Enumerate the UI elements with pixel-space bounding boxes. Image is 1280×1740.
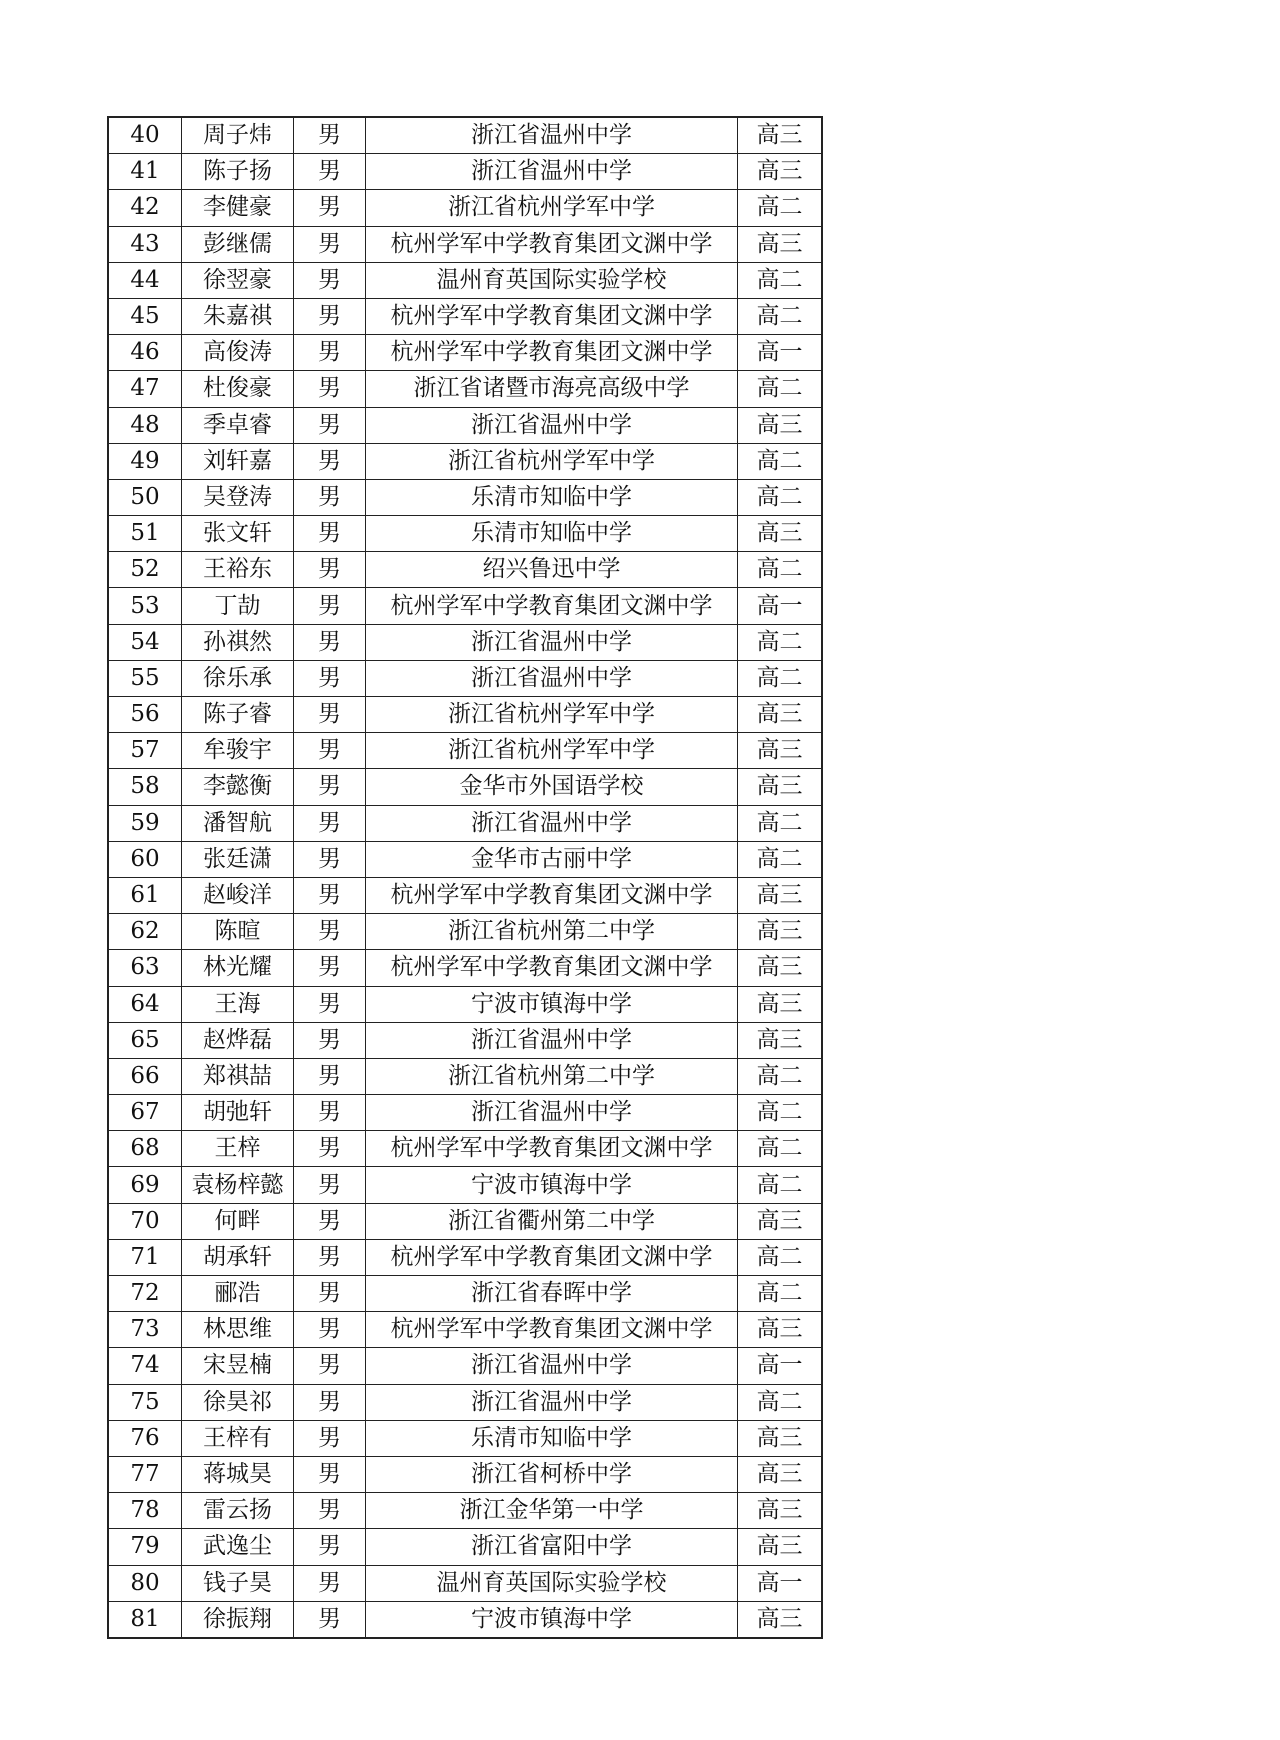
grade-cell: 高三 [738,226,823,262]
school-cell: 杭州学军中学教育集团文渊中学 [366,1239,738,1275]
grade-cell: 高三 [738,914,823,950]
grade-cell: 高三 [738,1601,823,1638]
table-row [108,262,822,298]
gender-cell: 男 [294,1131,366,1167]
grade-cell: 高二 [738,552,823,588]
gender-cell: 男 [294,1493,366,1529]
student-name-cell: 赵峻洋 [182,877,294,913]
school-cell: 浙江省温州中学 [366,117,738,154]
school-cell: 浙江省柯桥中学 [366,1456,738,1492]
table-row [108,841,822,877]
table-row [108,588,822,624]
school-cell: 浙江省杭州学军中学 [366,733,738,769]
grade-cell: 高三 [738,986,823,1022]
school-cell: 宁波市镇海中学 [366,1601,738,1638]
school-cell: 浙江省温州中学 [366,660,738,696]
student-name-cell: 陈子睿 [182,697,294,733]
row-number-cell: 40 [108,117,182,154]
school-cell: 杭州学军中学教育集团文渊中学 [366,950,738,986]
gender-cell: 男 [294,697,366,733]
gender-cell: 男 [294,733,366,769]
student-name-cell: 蒋城昊 [182,1456,294,1492]
gender-cell: 男 [294,1203,366,1239]
student-name-cell: 孙祺然 [182,624,294,660]
row-number-cell: 78 [108,1493,182,1529]
table-row [108,1456,822,1492]
row-number-cell: 50 [108,479,182,515]
grade-cell: 高三 [738,877,823,913]
table-row [108,1312,822,1348]
gender-cell: 男 [294,371,366,407]
school-cell: 浙江省杭州学军中学 [366,190,738,226]
table-row [108,117,822,154]
grade-cell: 高三 [738,516,823,552]
row-number-cell: 55 [108,660,182,696]
gender-cell: 男 [294,262,366,298]
grade-cell: 高二 [738,1384,823,1420]
table-row [108,298,822,334]
gender-cell: 男 [294,552,366,588]
gender-cell: 男 [294,226,366,262]
grade-cell: 高三 [738,154,823,190]
student-name-cell: 胡弛轩 [182,1095,294,1131]
grade-cell: 高二 [738,190,823,226]
school-cell: 杭州学军中学教育集团文渊中学 [366,226,738,262]
gender-cell: 男 [294,154,366,190]
row-number-cell: 54 [108,624,182,660]
row-number-cell: 62 [108,914,182,950]
row-number-cell: 72 [108,1276,182,1312]
student-name-cell: 雷云扬 [182,1493,294,1529]
grade-cell: 高三 [738,1529,823,1565]
student-name-cell: 高俊涛 [182,335,294,371]
school-cell: 杭州学军中学教育集团文渊中学 [366,588,738,624]
student-name-cell: 何畔 [182,1203,294,1239]
gender-cell: 男 [294,624,366,660]
gender-cell: 男 [294,877,366,913]
table-row [108,697,822,733]
roster-table [107,116,823,1639]
school-cell: 乐清市知临中学 [366,516,738,552]
table-row [108,805,822,841]
table-row [108,407,822,443]
gender-cell: 男 [294,516,366,552]
table-row [108,660,822,696]
row-number-cell: 75 [108,1384,182,1420]
gender-cell: 男 [294,660,366,696]
student-name-cell: 郑祺喆 [182,1058,294,1094]
gender-cell: 男 [294,1348,366,1384]
table-row [108,371,822,407]
school-cell: 宁波市镇海中学 [366,1167,738,1203]
table-row [108,769,822,805]
row-number-cell: 44 [108,262,182,298]
grade-cell: 高三 [738,733,823,769]
row-number-cell: 45 [108,298,182,334]
student-name-cell: 潘智航 [182,805,294,841]
grade-cell: 高一 [738,588,823,624]
student-name-cell: 赵烨磊 [182,1022,294,1058]
grade-cell: 高三 [738,950,823,986]
row-number-cell: 41 [108,154,182,190]
school-cell: 浙江省诸暨市海亮高级中学 [366,371,738,407]
school-cell: 浙江省杭州第二中学 [366,914,738,950]
table-row [108,443,822,479]
school-cell: 绍兴鲁迅中学 [366,552,738,588]
school-cell: 温州育英国际实验学校 [366,1565,738,1601]
school-cell: 浙江金华第一中学 [366,1493,738,1529]
school-cell: 金华市古丽中学 [366,841,738,877]
student-name-cell: 王梓有 [182,1420,294,1456]
row-number-cell: 65 [108,1022,182,1058]
student-name-cell: 钱子昊 [182,1565,294,1601]
grade-cell: 高二 [738,805,823,841]
grade-cell: 高三 [738,1203,823,1239]
school-cell: 乐清市知临中学 [366,1420,738,1456]
school-cell: 杭州学军中学教育集团文渊中学 [366,877,738,913]
gender-cell: 男 [294,1095,366,1131]
grade-cell: 高三 [738,1022,823,1058]
grade-cell: 高三 [738,769,823,805]
gender-cell: 男 [294,914,366,950]
school-cell: 宁波市镇海中学 [366,986,738,1022]
school-cell: 杭州学军中学教育集团文渊中学 [366,1131,738,1167]
grade-cell: 高二 [738,371,823,407]
grade-cell: 高一 [738,335,823,371]
gender-cell: 男 [294,479,366,515]
school-cell: 浙江省温州中学 [366,1348,738,1384]
row-number-cell: 43 [108,226,182,262]
student-name-cell: 李健豪 [182,190,294,226]
row-number-cell: 57 [108,733,182,769]
school-cell: 浙江省春晖中学 [366,1276,738,1312]
student-name-cell: 林光耀 [182,950,294,986]
grade-cell: 高二 [738,262,823,298]
table-row [108,1601,822,1638]
student-name-cell: 宋昱楠 [182,1348,294,1384]
gender-cell: 男 [294,298,366,334]
school-cell: 温州育英国际实验学校 [366,262,738,298]
student-name-cell: 王裕东 [182,552,294,588]
row-number-cell: 80 [108,1565,182,1601]
student-name-cell: 陈暄 [182,914,294,950]
student-name-cell: 丁劼 [182,588,294,624]
student-name-cell: 刘轩嘉 [182,443,294,479]
row-number-cell: 71 [108,1239,182,1275]
gender-cell: 男 [294,588,366,624]
grade-cell: 高三 [738,117,823,154]
row-number-cell: 46 [108,335,182,371]
gender-cell: 男 [294,1456,366,1492]
student-name-cell: 彭继儒 [182,226,294,262]
student-name-cell: 朱嘉祺 [182,298,294,334]
student-name-cell: 林思维 [182,1312,294,1348]
row-number-cell: 52 [108,552,182,588]
student-name-cell: 李懿衡 [182,769,294,805]
table-row [108,733,822,769]
student-name-cell: 郦浩 [182,1276,294,1312]
grade-cell: 高三 [738,1420,823,1456]
table-row [108,1493,822,1529]
gender-cell: 男 [294,1239,366,1275]
table-row [108,516,822,552]
school-cell: 浙江省温州中学 [366,805,738,841]
row-number-cell: 68 [108,1131,182,1167]
table-row [108,190,822,226]
student-name-cell: 徐振翔 [182,1601,294,1638]
row-number-cell: 56 [108,697,182,733]
grade-cell: 高二 [738,660,823,696]
gender-cell: 男 [294,841,366,877]
table-row [108,914,822,950]
row-number-cell: 81 [108,1601,182,1638]
school-cell: 浙江省富阳中学 [366,1529,738,1565]
grade-cell: 高一 [738,1565,823,1601]
school-cell: 浙江省温州中学 [366,154,738,190]
row-number-cell: 69 [108,1167,182,1203]
grade-cell: 高二 [738,1239,823,1275]
student-name-cell: 张文轩 [182,516,294,552]
student-name-cell: 袁杨梓懿 [182,1167,294,1203]
school-cell: 浙江省温州中学 [366,407,738,443]
row-number-cell: 70 [108,1203,182,1239]
student-name-cell: 张廷潇 [182,841,294,877]
school-cell: 杭州学军中学教育集团文渊中学 [366,298,738,334]
table-row [108,226,822,262]
school-cell: 浙江省杭州第二中学 [366,1058,738,1094]
gender-cell: 男 [294,1420,366,1456]
gender-cell: 男 [294,1167,366,1203]
gender-cell: 男 [294,443,366,479]
gender-cell: 男 [294,1276,366,1312]
grade-cell: 高三 [738,407,823,443]
table-row [108,624,822,660]
row-number-cell: 48 [108,407,182,443]
school-cell: 金华市外国语学校 [366,769,738,805]
student-name-cell: 季卓睿 [182,407,294,443]
table-row [108,1058,822,1094]
school-cell: 浙江省衢州第二中学 [366,1203,738,1239]
roster-table-body [108,117,822,1638]
row-number-cell: 73 [108,1312,182,1348]
table-row [108,1203,822,1239]
grade-cell: 高二 [738,479,823,515]
table-row [108,1529,822,1565]
grade-cell: 高二 [738,443,823,479]
school-cell: 浙江省温州中学 [366,1022,738,1058]
student-name-cell: 周子炜 [182,117,294,154]
table-row [108,1131,822,1167]
table-row [108,1239,822,1275]
table-row [108,552,822,588]
table-row [108,1420,822,1456]
grade-cell: 高二 [738,1058,823,1094]
student-name-cell: 吴登涛 [182,479,294,515]
gender-cell: 男 [294,190,366,226]
table-row [108,1565,822,1601]
table-row [108,479,822,515]
student-name-cell: 徐昊祁 [182,1384,294,1420]
row-number-cell: 66 [108,1058,182,1094]
gender-cell: 男 [294,1058,366,1094]
grade-cell: 高一 [738,1348,823,1384]
table-row [108,1384,822,1420]
gender-cell: 男 [294,335,366,371]
row-number-cell: 53 [108,588,182,624]
row-number-cell: 67 [108,1095,182,1131]
table-row [108,1167,822,1203]
school-cell: 浙江省温州中学 [366,1095,738,1131]
school-cell: 杭州学军中学教育集团文渊中学 [366,335,738,371]
gender-cell: 男 [294,769,366,805]
school-cell: 浙江省杭州学军中学 [366,443,738,479]
student-name-cell: 武逸尘 [182,1529,294,1565]
gender-cell: 男 [294,950,366,986]
grade-cell: 高二 [738,1131,823,1167]
table-row [108,154,822,190]
row-number-cell: 61 [108,877,182,913]
gender-cell: 男 [294,1601,366,1638]
school-cell: 乐清市知临中学 [366,479,738,515]
school-cell: 杭州学军中学教育集团文渊中学 [366,1312,738,1348]
row-number-cell: 58 [108,769,182,805]
gender-cell: 男 [294,407,366,443]
student-name-cell: 徐乐承 [182,660,294,696]
school-cell: 浙江省温州中学 [366,624,738,660]
gender-cell: 男 [294,986,366,1022]
gender-cell: 男 [294,1312,366,1348]
row-number-cell: 59 [108,805,182,841]
table-row [108,335,822,371]
grade-cell: 高三 [738,1493,823,1529]
student-name-cell: 胡承轩 [182,1239,294,1275]
gender-cell: 男 [294,1022,366,1058]
grade-cell: 高三 [738,1312,823,1348]
grade-cell: 高二 [738,1167,823,1203]
school-cell: 浙江省杭州学军中学 [366,697,738,733]
grade-cell: 高二 [738,841,823,877]
table-row [108,986,822,1022]
table-row [108,1095,822,1131]
row-number-cell: 76 [108,1420,182,1456]
row-number-cell: 42 [108,190,182,226]
row-number-cell: 47 [108,371,182,407]
gender-cell: 男 [294,805,366,841]
student-name-cell: 王梓 [182,1131,294,1167]
grade-cell: 高三 [738,697,823,733]
gender-cell: 男 [294,1565,366,1601]
gender-cell: 男 [294,1384,366,1420]
table-row [108,1348,822,1384]
row-number-cell: 79 [108,1529,182,1565]
table-row [108,1276,822,1312]
school-cell: 浙江省温州中学 [366,1384,738,1420]
student-name-cell: 王海 [182,986,294,1022]
grade-cell: 高二 [738,1276,823,1312]
student-name-cell: 杜俊豪 [182,371,294,407]
grade-cell: 高三 [738,1456,823,1492]
grade-cell: 高二 [738,298,823,334]
grade-cell: 高二 [738,1095,823,1131]
table-row [108,1022,822,1058]
student-name-cell: 陈子扬 [182,154,294,190]
table-row [108,877,822,913]
table-row [108,950,822,986]
row-number-cell: 74 [108,1348,182,1384]
row-number-cell: 51 [108,516,182,552]
student-name-cell: 徐翌豪 [182,262,294,298]
row-number-cell: 49 [108,443,182,479]
row-number-cell: 77 [108,1456,182,1492]
gender-cell: 男 [294,117,366,154]
row-number-cell: 63 [108,950,182,986]
row-number-cell: 64 [108,986,182,1022]
gender-cell: 男 [294,1529,366,1565]
row-number-cell: 60 [108,841,182,877]
grade-cell: 高二 [738,624,823,660]
student-name-cell: 牟骏宇 [182,733,294,769]
